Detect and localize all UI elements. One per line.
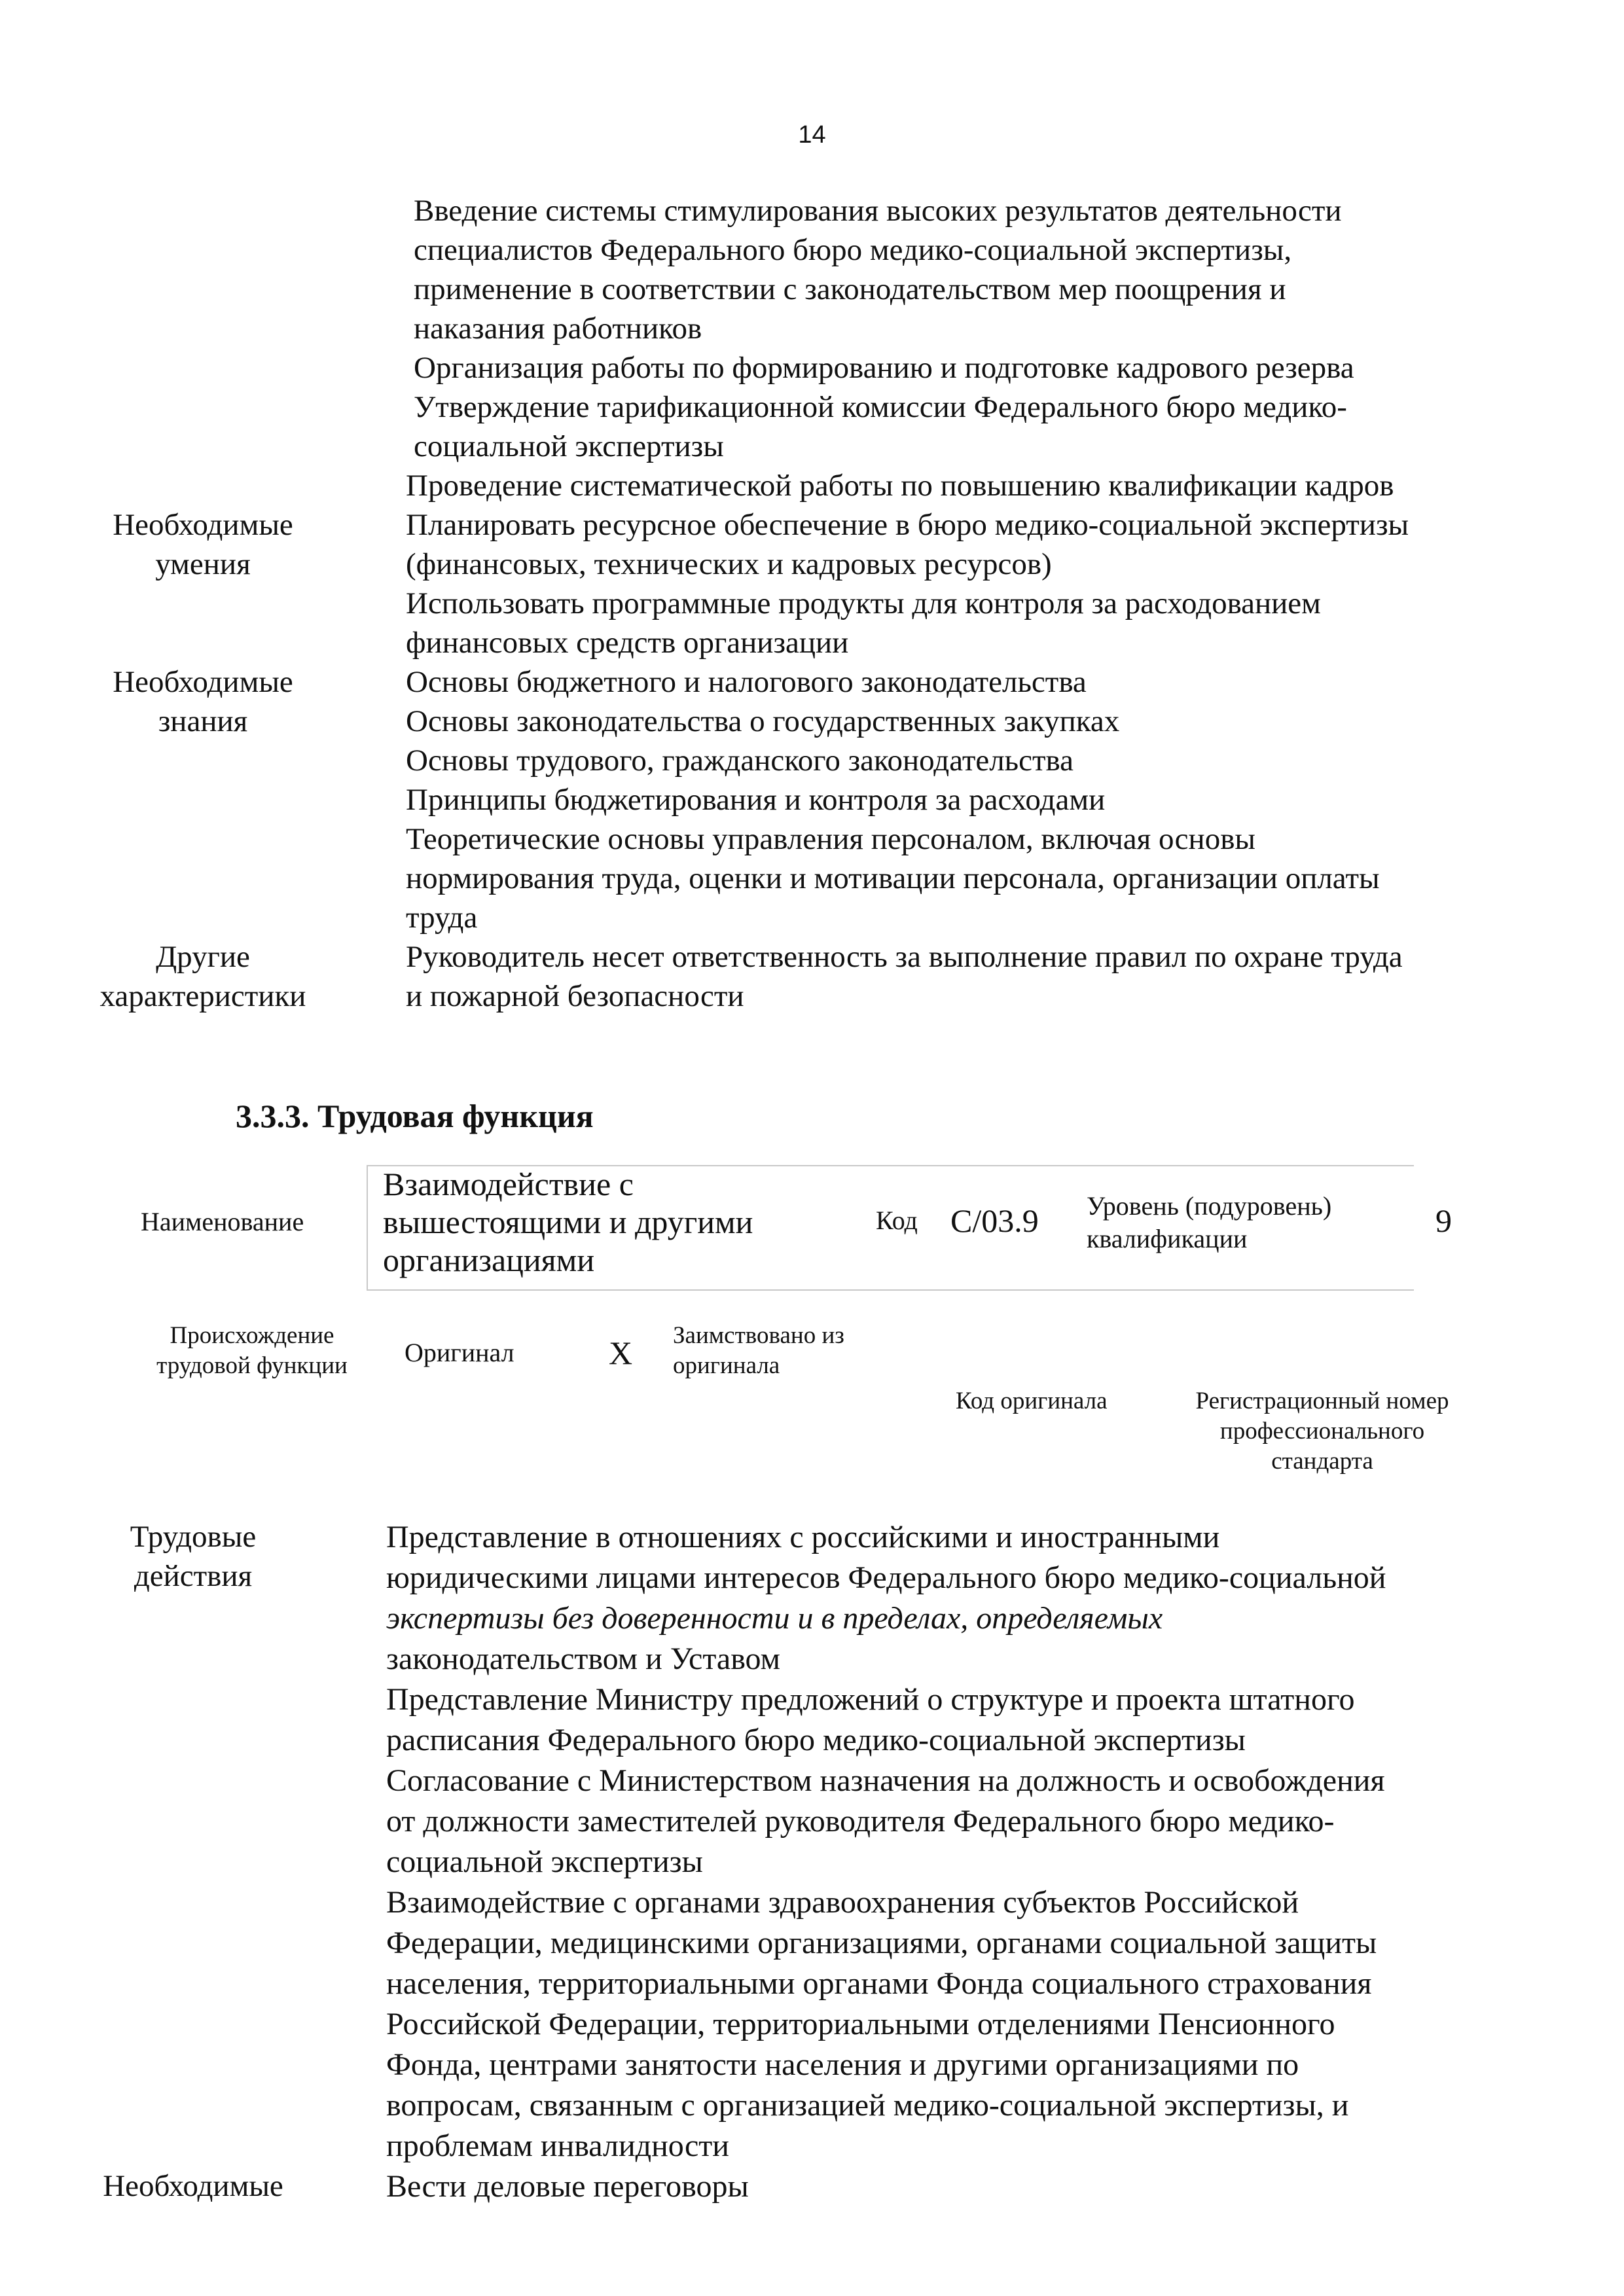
upper-table bbox=[0, 191, 1624, 1016]
code-value: C/03.9 bbox=[950, 1202, 1039, 1239]
row-label-knowledge: Необходимые знания bbox=[113, 665, 293, 738]
table-row-skills bbox=[0, 505, 1624, 662]
row-content bbox=[386, 1517, 1499, 2166]
row-label-empty bbox=[0, 191, 406, 466]
list-item: Организация работы по формированию и подготовке кадрового резерва bbox=[414, 351, 1354, 385]
row-content bbox=[406, 466, 1506, 505]
row-label-skills: Необходимые умения bbox=[113, 508, 293, 581]
list-item: Основы законодательства о государственных закупках bbox=[406, 704, 1120, 738]
row-content bbox=[406, 937, 1506, 1016]
table-row-skills bbox=[0, 2166, 1624, 2207]
list-item: Проведение систематической работы по повышению квалификации кадров bbox=[406, 469, 1394, 503]
reg-number-label: Регистрационный номер профессионального стандарта bbox=[1195, 1388, 1449, 1475]
lower-table bbox=[0, 1517, 1624, 2207]
name-label: Наименование bbox=[141, 1207, 304, 1236]
row-content bbox=[386, 2166, 1499, 2207]
list-item: Теоретические основы управления персоналом, включая основы нормирования труда, оценки и мотивации персонала, организации оплаты труда bbox=[406, 822, 1380, 935]
page-number: 14 bbox=[798, 121, 826, 149]
table-row-other bbox=[0, 937, 1624, 1016]
divider bbox=[367, 1289, 1414, 1291]
row-label-other: Другие характеристики bbox=[99, 940, 306, 1013]
borrowed-label: Заимствовано из оригинала bbox=[673, 1322, 844, 1379]
list-item: Утверждение тарификационной комиссии Федерального бюро медико- социальной экспертизы bbox=[414, 390, 1347, 463]
original-label: Оригинал bbox=[405, 1338, 514, 1367]
row-content bbox=[406, 662, 1506, 937]
table-row-continuation bbox=[0, 466, 1624, 505]
list-item: Принципы бюджетирования и контроля за расходами bbox=[406, 783, 1106, 817]
divider bbox=[367, 1165, 368, 1289]
list-item: Представление Министру предложений о структуре и проекта штатного расписания Федерального бюро медико-социальной экспертизы bbox=[386, 1682, 1355, 1757]
list-item: Использовать программные продукты для контроля за расходованием финансовых средств организации bbox=[406, 586, 1321, 660]
code-label: Код bbox=[876, 1206, 918, 1235]
list-item: Планировать ресурсное обеспечение в бюро медико-социальной экспертизы (финансовых, технических и кадровых ресурсов) bbox=[406, 508, 1409, 581]
table-row-continuation bbox=[0, 191, 1624, 466]
row-label-actions: Трудовые действия bbox=[130, 1520, 257, 1593]
list-item: Вести деловые переговоры bbox=[386, 2169, 749, 2204]
list-item: Введение системы стимулирования высоких результатов деятельности специалистов Федерального бюро медико-социальной экспертизы, применение в соответствии с законодательством мер поощрения и наказания работников bbox=[414, 194, 1342, 346]
list-item: Согласование с Министерством назначения на должность и освобождения от должности заместителей руководителя Федерального бюро медико- социальной экспертизы bbox=[386, 1763, 1385, 1879]
origin-code-label: Код оригинала bbox=[956, 1388, 1108, 1414]
level-value: 9 bbox=[1435, 1202, 1452, 1239]
origin-label: Происхождение трудовой функции bbox=[156, 1322, 348, 1379]
list-item: Взаимодействие с органами здравоохранения субъектов Российской Федерации, медицинскими организациями, органами социальной защиты населения, территориальными органами Фонда социального страхования Российской Федерации, территориальными отделениями Пенсионного Фонда, центрами занятости населения и другими организациями по вопросам, связанным с организацией медико-социальной экспертизы, и проблемам инвалидности bbox=[386, 1885, 1377, 2163]
original-mark: X bbox=[609, 1335, 633, 1371]
list-item: Представление в отношениях с российскими и иностранными юридическими лицами интересов Федерального бюро медико-социальной экспертизы без доверенности и в пределах, определяемых законодательством и Уставом bbox=[386, 1520, 1386, 1676]
table-row-knowledge bbox=[0, 662, 1624, 937]
level-label: Уровень (подуровень) квалификации bbox=[1087, 1191, 1332, 1253]
row-label-skills: Необходимые bbox=[103, 2169, 283, 2203]
list-item: Руководитель несет ответственность за выполнение правил по охране труда и пожарной безопасности bbox=[406, 940, 1403, 1013]
row-label-empty bbox=[0, 466, 406, 505]
list-item: Основы бюджетного и налогового законодательства bbox=[406, 665, 1087, 699]
row-content bbox=[406, 505, 1506, 662]
name-value: Взаимодействие с вышестоящими и другими организациями bbox=[383, 1166, 753, 1278]
row-content bbox=[414, 191, 1513, 466]
list-item: Основы трудового, гражданского законодательства bbox=[406, 744, 1074, 778]
table-row-actions bbox=[0, 1517, 1624, 2166]
section-heading: 3.3.3. Трудовая функция bbox=[236, 1098, 594, 1134]
